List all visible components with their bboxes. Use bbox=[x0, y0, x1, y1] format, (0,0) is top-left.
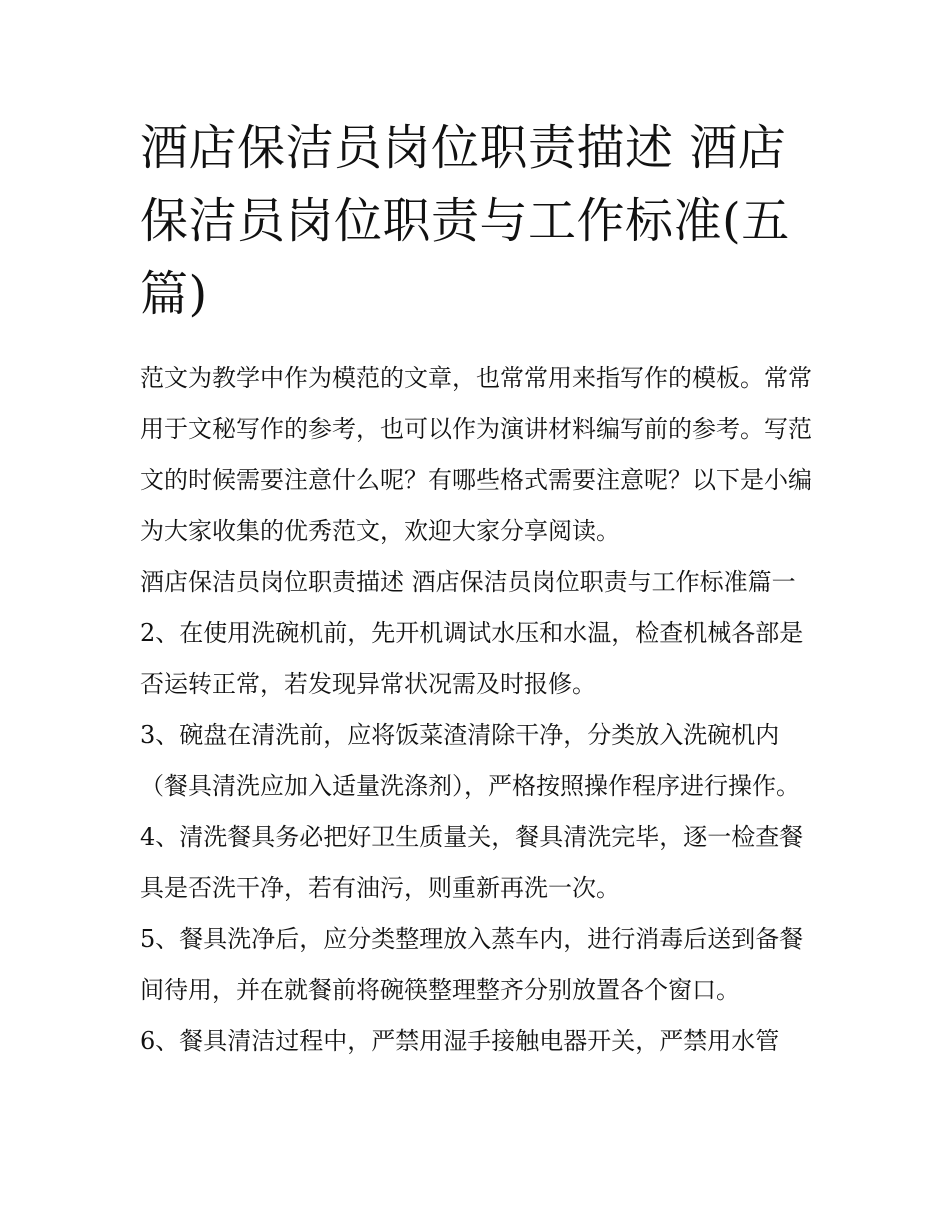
paragraph-item-6: 6、餐具清洁过程中，严禁用湿手接触电器开关，严禁用水管 bbox=[140, 1027, 780, 1055]
document-title: 酒店保洁员岗位职责描述 酒店保洁员岗位职责与工作标准(五篇) bbox=[140, 120, 790, 322]
paragraph-item-5: 5、餐具洗净后，应分类整理放入蒸车内，进行消毒后送到备餐间待用，并在就餐前将碗筷整理整齐分别放置各个窗口。 bbox=[140, 925, 804, 1004]
paragraph-item-2: 酒店保洁员岗位职责描述 酒店保洁员岗位职责与工作标准篇一 2、在使用洗碗机前，先开机调试水压和水温，检查机械各部是否运转正常，若发现异常状况需及时报修。 bbox=[140, 568, 804, 698]
document-body bbox=[140, 353, 820, 1067]
document-page bbox=[140, 112, 820, 1067]
paragraph-intro: 范文为教学中作为模范的文章，也常常用来指写作的模板。常常用于文秘写作的参考，也可以作为演讲材料编写前的参考。写范文的时候需要注意什么呢？有哪些格式需要注意呢？以下是小编为大家收集的优秀范文，欢迎大家分享阅读。 bbox=[140, 364, 812, 545]
paragraph-item-4: 4、清洗餐具务必把好卫生质量关，餐具清洗完毕，逐一检查餐具是否洗干净，若有油污，则重新再洗一次。 bbox=[140, 823, 804, 902]
paragraph-item-3: 3、碗盘在清洗前，应将饭菜渣清除干净，分类放入洗碗机内（餐具清洗应加入适量洗涤剂），严格按照操作程序进行操作。 bbox=[140, 721, 800, 800]
